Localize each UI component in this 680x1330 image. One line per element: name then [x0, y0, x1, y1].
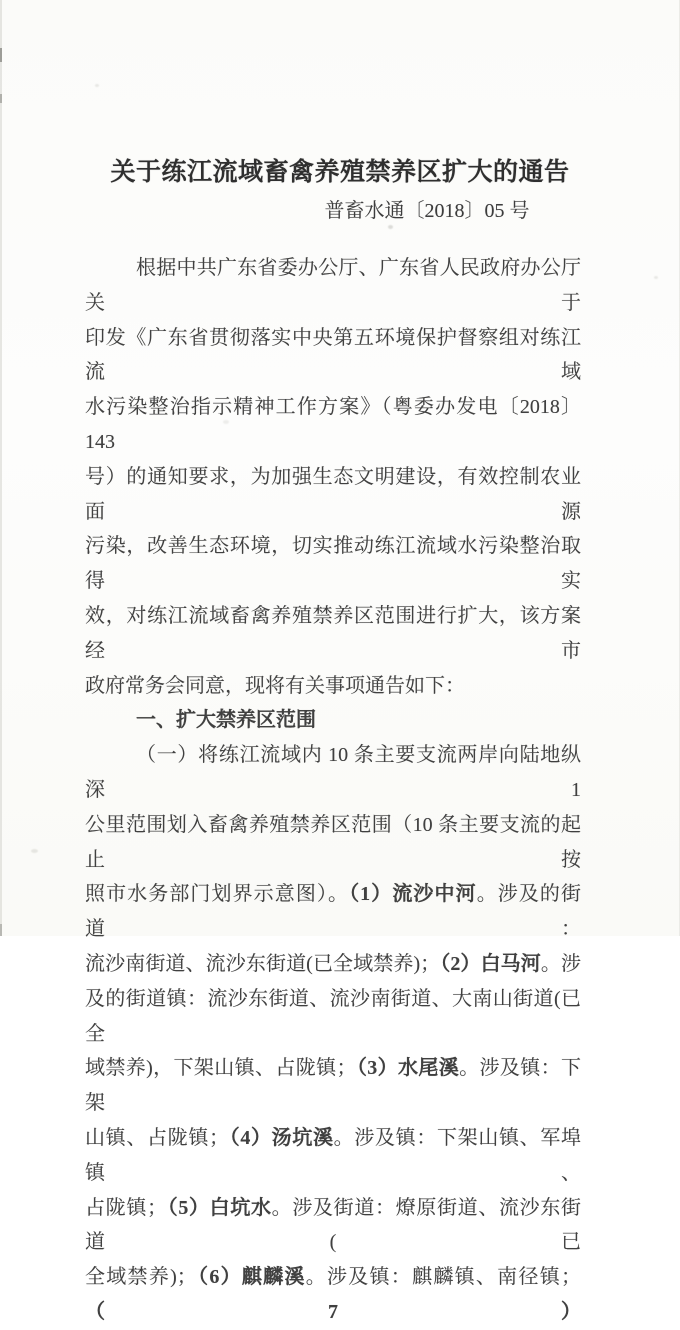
section-heading: 一、扩大禁养区范围 [136, 709, 316, 732]
scan-edge-artifact [0, 0, 2, 936]
scan-mark-artifact [0, 924, 2, 936]
text-line: 域禁养)，下架山镇、占陇镇；（3）水尾溪。涉及镇：下架 [85, 1057, 582, 1115]
text-line: 流沙南街道、流沙东街道(已全域禁养)；（2）白马河。涉 [85, 952, 581, 975]
text-line: 号）的通知要求，为加强生态文明建设，有效控制农业面源 [85, 465, 581, 523]
document-number: 普畜水通〔2018〕05 号 [324, 200, 530, 222]
text-line: 印发《广东省贯彻落实中央第五环境保护督察组对练江流域 [85, 326, 581, 384]
text-line: 全域禁养)；（6）麒麟溪。涉及镇：麒麟镇、南径镇；（7） [85, 1266, 582, 1323]
scan-mark-artifact [0, 48, 2, 62]
text-line: 及的街道镇：流沙东街道、流沙南街道、大南山街道(已全 [85, 987, 581, 1045]
scan-mark-artifact [0, 94, 2, 103]
text-line: 公里范围划入畜禽养殖禁养区范围（10 条主要支流的起止按 [85, 813, 581, 871]
text-line: （一）将练江流域内 10 条主要支流两岸向陆地纵深 1 [85, 744, 581, 801]
document-body [85, 251, 581, 1330]
text-line: 根据中共广东省委办公厅、广东省人民政府办公厅关于 [85, 257, 581, 314]
scan-speck [31, 849, 38, 853]
text-line: 占陇镇；（5）白坑水。涉及街道：燎原街道、流沙东街道(已 [85, 1196, 582, 1254]
scan-speck [95, 84, 99, 87]
text-line: 效，对练江流域畜禽养殖禁养区范围进行扩大，该方案经市 [85, 604, 581, 662]
text-line: 污染，改善生态环境，切实推动练江流域水污染整治取得实 [85, 535, 581, 593]
scan-speck [654, 276, 658, 279]
text-line: 水污染整治指示精神工作方案》（粤委办发电〔2018〕143 [85, 396, 581, 453]
document-title: 关于练江流域畜禽养殖禁养区扩大的通告 [110, 159, 570, 186]
text-line: 照市水务部门划界示意图）。（1）流沙中河。涉及的街道： [85, 883, 582, 941]
text-line: 政府常务会同意，现将有关事项通告如下： [85, 674, 465, 697]
scan-speck [388, 225, 393, 229]
text-line: 山镇、占陇镇；（4）汤坑溪。涉及镇：下架山镇、军埠镇、 [85, 1126, 582, 1184]
